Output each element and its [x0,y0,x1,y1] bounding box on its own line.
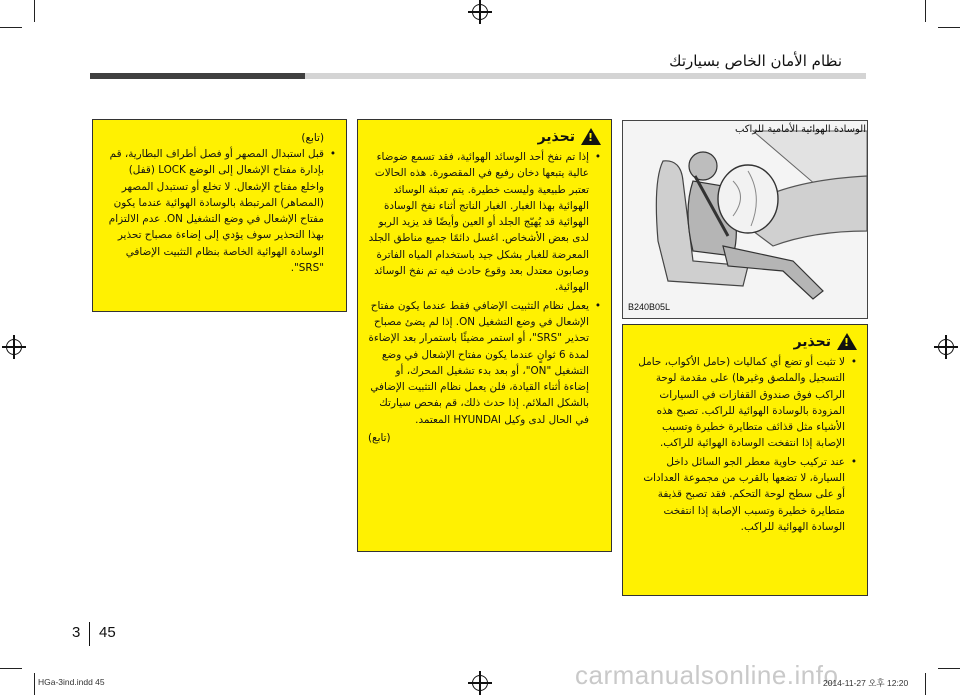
registration-mark-icon [472,675,488,691]
warning-label: تحذير [537,128,575,145]
page-number: 45 [99,624,116,641]
crop-mark [34,673,35,695]
list-item: • عند تركيب حاوية معطر الجو السائل داخل السيارة، لا تضعها بالقرب من مجموعة العدادات أو على سطح لوحة التحكم. فقد تصبح قذيفة متطايرة خطيرة وتسبب الإصابة إذا انتفخت الوسادة الهوائية للراكب. [633,454,857,535]
header-rule-accent [90,73,305,79]
list-item: • إذا تم نفخ أحد الوسائد الهوائية، فقد تسمع ضوضاء عالية يتبعها دخان رفيع في المقصورة. هذه الحالات تعتبر طبيعية وليست خطيرة. يتم تعبئة الوسائد الهوائية بهذا الغبار. الغبار الناتج أثناء نفخ الوسادة الهوائية قد يُهيّج الجلد أو العين وأيضًا قد يزيد الربو لدى بعض الأشخاص. اغسل دائمًا جميع مناطق الجلد المعرضة للغبار بشكل جيد باستخدام المياه الفاترة وصابون معتدل بعد وقوع حادث فيه تم نفخ الوسائد الهوائية. [368,149,601,296]
continued-label: (تابع) [301,132,324,144]
crop-mark [925,673,926,695]
watermark: carmanualsonline.info [575,660,839,690]
registration-mark-icon [6,339,22,355]
warning-list [633,354,857,535]
warning-list [103,146,336,276]
page-number-divider [89,622,90,646]
chapter-number: 3 [72,624,81,641]
list-item: • يعمل نظام التثبيت الإضافي فقط عندما يكون مفتاح الإشعال في وضع التشغيل ON. إذا لم يضئ مصباح تحذير "SRS"، أو استمر مضيئًا باستمرار بعد الإضاءة لمدة 6 ثوانٍ عندما يكون مفتاح الإشعال في وضع التشغيل "ON"، أو بعد بدء تشغيل المحرك، أو إضاءة أثناء القيادة، فلن يعمل نظام التثبيت الإضافي بالشكل الملائم. إذا حدث ذلك، قم بفحص سيارتك في الحال لدى وكيل HYUNDAI المعتمد. [368,298,601,428]
warning-triangle-icon [581,128,601,145]
figure-code: B240B05L [628,302,671,312]
crop-mark [925,0,926,22]
warning-label: تحذير [793,333,831,350]
warning-triangle-icon [837,333,857,350]
warning-header [368,128,601,145]
warning-box-continued [92,119,347,312]
continued-label: (تابع) [368,432,391,445]
list-item: • لا تثبت أو تضع أي كماليات (حامل الأكواب، حامل التسجيل والملصق وغيرها) على مقدمة لوحة الراكب فوق صندوق القفازات في السيارات المزودة بالوسادة الهوائية للراكب. تصبح هذه الأشياء مثل قذائف متطايرة خطيرة وتسبب الإصابة إذا انتفخت الوسادة الهوائية للراكب. [633,354,857,452]
figure-frame [622,120,868,319]
registration-mark-icon [938,339,954,355]
page-title: نظام الأمان الخاص بسيارتك [669,52,842,70]
warning-list [368,149,601,428]
warning-box-right [622,324,868,596]
crop-mark [34,0,35,22]
warning-header [633,333,857,350]
crop-mark [0,27,22,28]
passenger-airbag-illustration [623,121,867,318]
footer-filename: HGa-3ind.indd 45 [38,677,105,687]
footer-date: 2014-11-27 오후 12:20 [823,678,909,688]
warning-box-middle [357,119,612,552]
crop-mark [938,27,960,28]
list-item: • قبل استبدال المصهر أو فصل أطراف البطارية، قم بإدارة مفتاح الإشعال إلى الوضع LOCK (قفل) واخلع مفتاح الإشعال. لا تخلع أو تستبدل المصهر (المصاهر) المرتبطة بالوسادة الهوائية عندما يكون مفتاح الإشعال في وضع التشغيل ON. عدم الالتزام بهذا التحذير سوف يؤدي إلى إضاءة مصباح تحذير الوسادة الهوائية الخاصة بنظام التثبيت الإضافي "SRS". [103,146,336,276]
figure-caption: الوسادة الهوائية الأمامية للراكب [734,124,866,135]
crop-mark [0,668,22,669]
registration-mark-icon [472,4,488,20]
crop-mark [938,668,960,669]
